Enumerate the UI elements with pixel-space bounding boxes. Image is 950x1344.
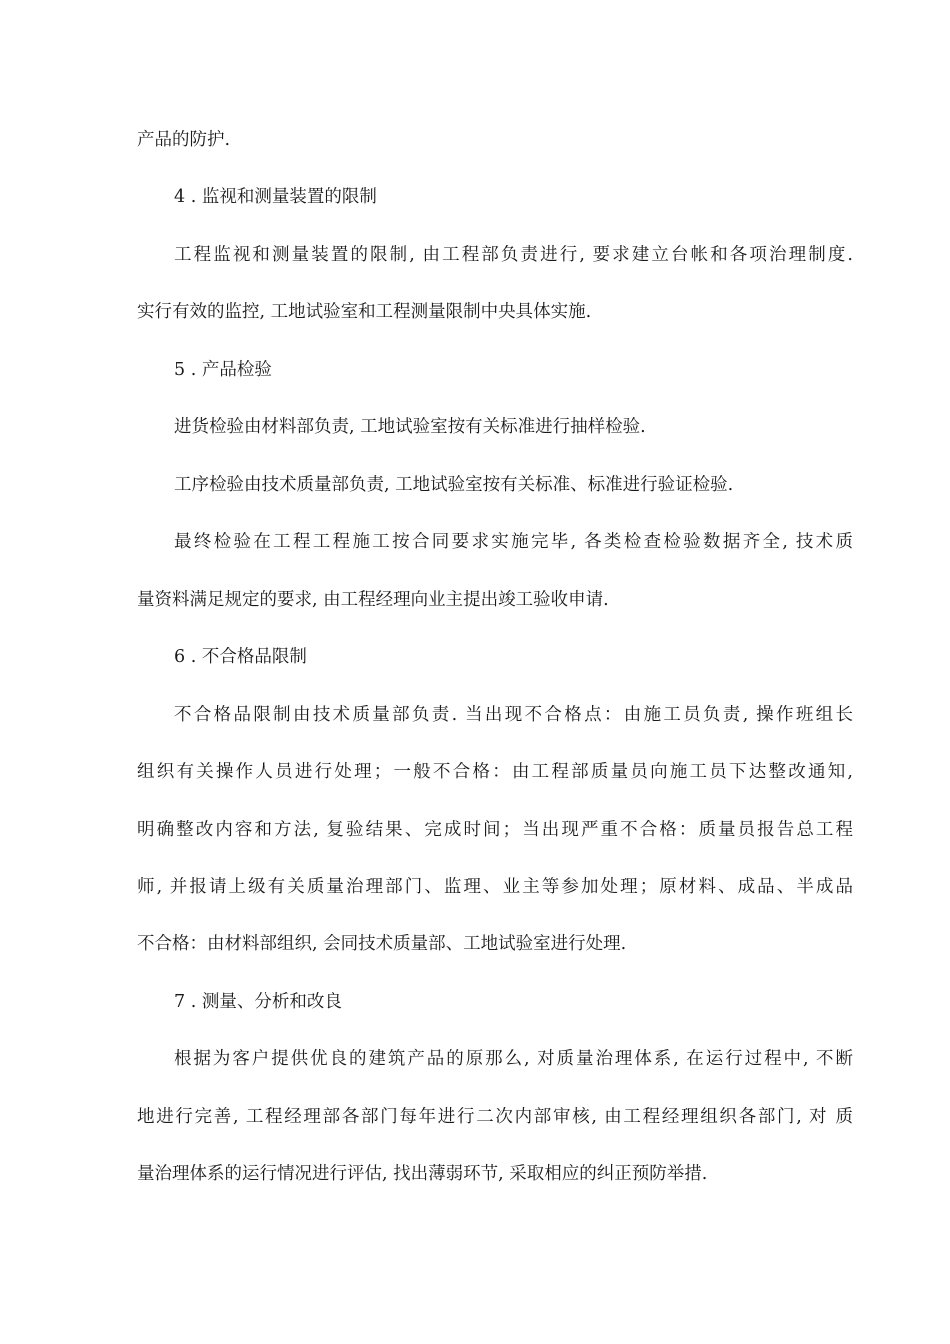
section-heading-5: 5 . 产品检验 [174, 360, 272, 380]
paragraph-line: 工序检验由技术质量部负责, 工地试验室按有关标准、标准进行验证检验. [174, 475, 734, 495]
section-heading-7: 7 . 测量、分析和改良 [174, 992, 342, 1012]
paragraph-line: 不合格：由材料部组织, 会同技术质量部、工地试验室进行处理. [137, 934, 627, 954]
paragraph-line: 根据为客户提供优良的建筑产品的原那么, 对质量治理体系, 在运行过程中, 不断 [174, 1049, 853, 1069]
section-heading-6: 6 . 不合格品限制 [174, 647, 307, 667]
paragraph-line: 不合格品限制由技术质量部负责. 当出现不合格点：由施工员负责, 操作班组长 [174, 705, 853, 725]
paragraph-line: 组织有关操作人员进行处理；一般不合格：由工程部质量员向施工员下达整改通知, [137, 762, 853, 782]
paragraph-line: 工程监视和测量装置的限制, 由工程部负责进行, 要求建立台帐和各项治理制度. [174, 245, 853, 265]
paragraph-line: 量治理体系的运行情况进行评估, 找出薄弱环节, 采取相应的纠正预防举措. [137, 1164, 708, 1184]
text-line-continuation: 产品的防护. [137, 130, 231, 150]
paragraph-line: 最终检验在工程工程施工按合同要求实施完毕, 各类检查检验数据齐全, 技术质 [174, 532, 853, 552]
paragraph-line: 进货检验由材料部负责, 工地试验室按有关标准进行抽样检验. [174, 417, 646, 437]
paragraph-line: 量资料满足规定的要求, 由工程经理向业主提出竣工验收申请. [137, 590, 609, 610]
paragraph-line: 实行有效的监控, 工地试验室和工程测量限制中央具体实施. [137, 302, 592, 322]
paragraph-line: 明确整改内容和方法, 复验结果、完成时间；当出现严重不合格：质量员报告总工程 [137, 820, 853, 840]
section-heading-4: 4 . 监视和测量装置的限制 [174, 187, 377, 207]
paragraph-line: 地进行完善, 工程经理部各部门每年进行二次内部审核, 由工程经理组织各部门, 对 质 [137, 1107, 853, 1127]
paragraph-line: 师, 并报请上级有关质量治理部门、监理、业主等参加处理；原材料、成品、半成品 [137, 877, 853, 897]
